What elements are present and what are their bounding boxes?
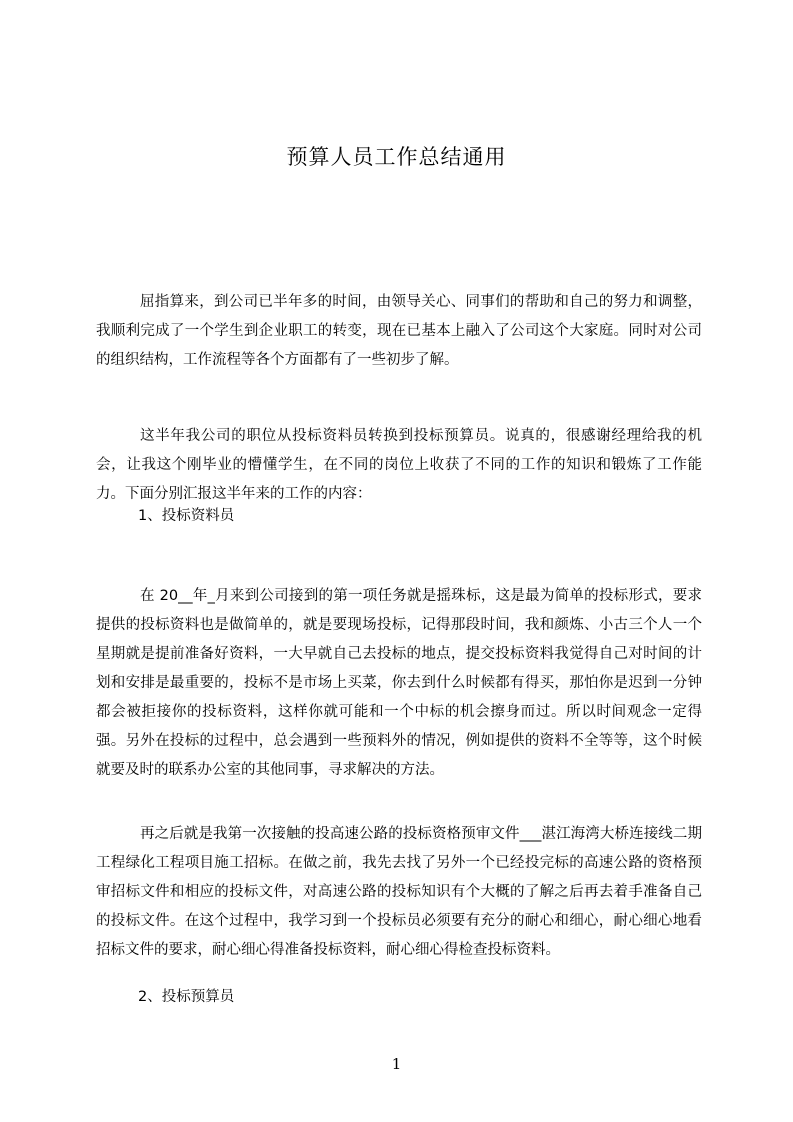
paragraph-intro: 屈指算来，到公司已半年多的时间，由领导关心、同事们的帮助和自己的努力和调整，我顺利完成了一个学生到企业职工的转变，现在已基本上融入了公司这个大家庭。同时对公司的组织结构，工作流程等各个方面都有了一些初步了解。 bbox=[96, 294, 702, 368]
section-heading-bid-estimator: 2、投标预算员 bbox=[138, 989, 235, 1005]
document-title: 预算人员工作总结通用 bbox=[286, 145, 507, 169]
section-heading-bid-clerk: 1、投标资料员 bbox=[138, 508, 235, 524]
page-number: 1 bbox=[391, 1055, 402, 1073]
paragraph-position-change: 这半年我公司的职位从投标资料员转换到投标预算员。说真的，很感谢经理给我的机会，让我这个刚毕业的懵懂学生，在不同的岗位上收获了不同的工作的知识和锻炼了工作能力。下面分别汇报这半年来的工作的内容： bbox=[96, 428, 702, 502]
paragraph-first-task: 在 20__年_月来到公司接到的第一项任务就是摇珠标，这是最为简单的投标形式，要求提供的投标资料也是做简单的，就是要现场投标，记得那段时间，我和颜炼、小古三个人一个星期就是提前准备好资料，一大早就自己去投标的地点，提交投标资料我觉得自己对时间的计划和安排是最重要的，投标不是市场上买菜，你去到什么时候都有得买，那怕你是迟到一分钟都会被拒接你的投标资料，这样你就可能和一个中标的机会擦身而过。所以时间观念一定得强。另外在投标的过程中，总会遇到一些预料外的情况，例如提供的资料不全等等，这个时候就要及时的联系办公室的其他同事，寻求解决的方法。 bbox=[96, 588, 702, 778]
paragraph-highway-prequalification: 再之后就是我第一次接触的投高速公路的投标资格预审文件___湛江海湾大桥连接线二期工程绿化工程项目施工招标。在做之前，我先去找了另外一个已经投完标的高速公路的资格预审招标文件和相应的投标文件，对高速公路的投标知识有个大概的了解之后再去着手准备自己的投标文件。在这个过程中，我学习到一个投标员必须要有充分的耐心和细心，耐心细心地看招标文件的要求，耐心细心得准备投标资料，耐心细心得检查投标资料。 bbox=[96, 826, 702, 958]
